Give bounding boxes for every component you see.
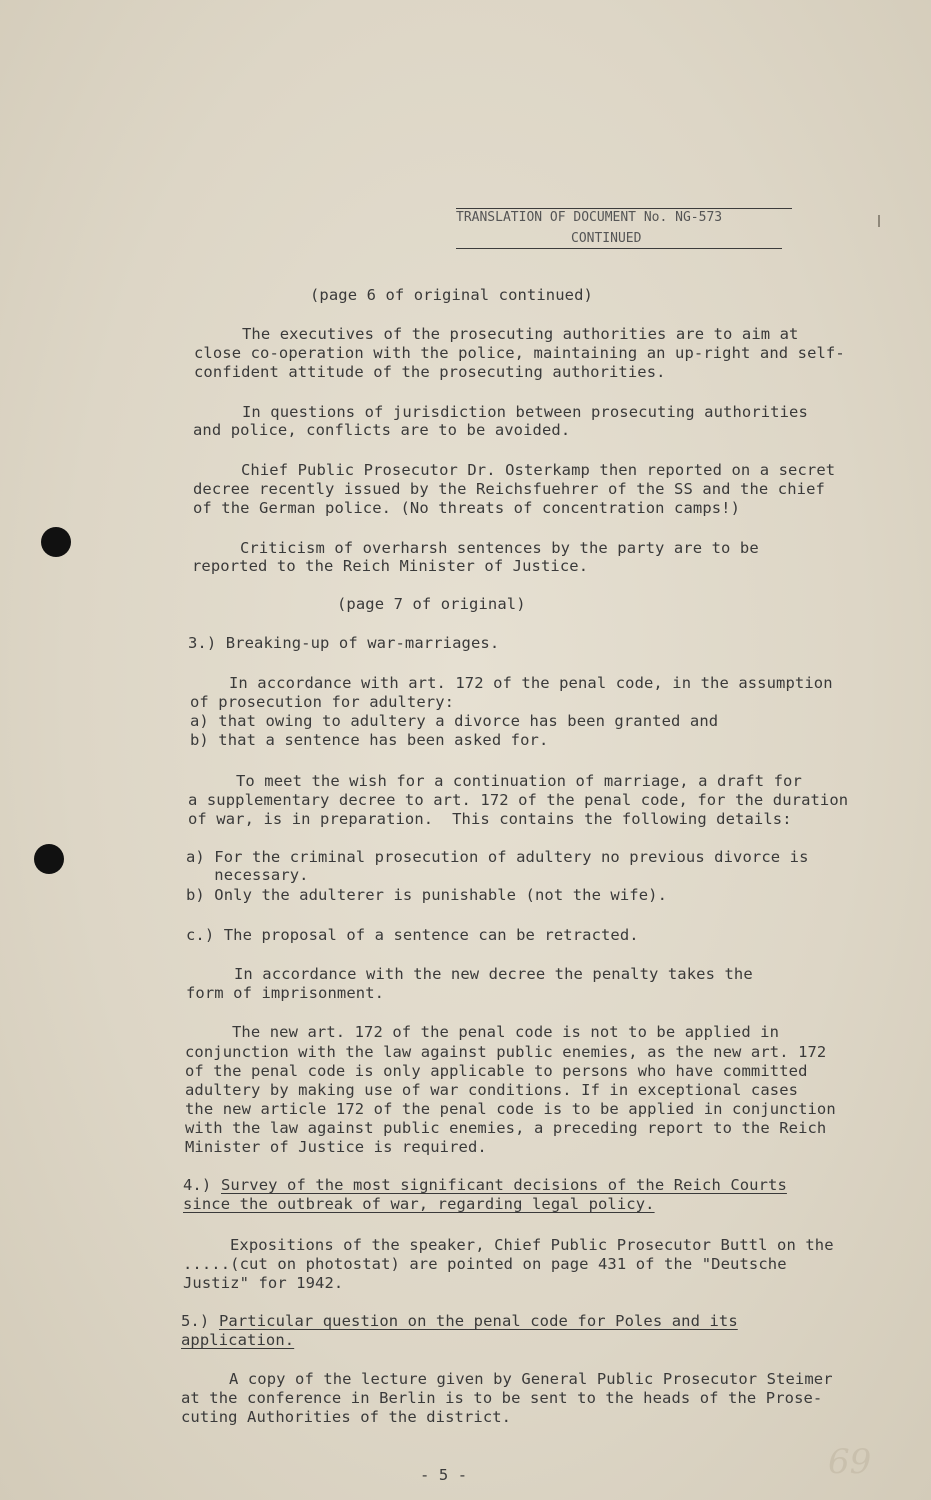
paragraph-line: a supplementary decree to art. 172 of the penal code, for the duration: [188, 791, 849, 809]
paragraph-line: and police, conflicts are to be avoided.: [193, 421, 571, 439]
paragraph-line: reported to the Reich Minister of Justice.: [192, 557, 589, 575]
margin-tick: [878, 215, 880, 227]
paragraph-line: a) that owing to adultery a divorce has been granted and: [190, 712, 719, 730]
paragraph-line: Justiz" for 1942.: [183, 1274, 344, 1292]
document-title: TRANSLATION OF DOCUMENT No. NG-573: [456, 210, 723, 225]
list-item: b) Only the adulterer is punishable (not the wife).: [186, 886, 668, 904]
section-heading: since the outbreak of war, regarding legal policy.: [183, 1195, 655, 1213]
paragraph-line: cuting Authorities of the district.: [181, 1408, 512, 1426]
paragraph-line: Chief Public Prosecutor Dr. Osterkamp then reported on a secret: [241, 461, 836, 479]
paragraph-line: Criticism of overharsh sentences by the party are to be: [240, 539, 759, 557]
punch-hole-bottom: [34, 844, 64, 874]
section-heading: application.: [181, 1331, 295, 1349]
paragraph-line: In accordance with art. 172 of the penal code, in the assumption: [229, 674, 833, 692]
paragraph-line: To meet the wish for a continuation of marriage, a draft for: [236, 772, 802, 790]
section-number: 5.): [181, 1312, 210, 1330]
paragraph-line: The executives of the prosecuting authorities are to aim at: [242, 325, 799, 343]
punch-hole-top: [41, 527, 71, 557]
paragraph-line: form of imprisonment.: [186, 984, 385, 1002]
list-item: a) For the criminal prosecution of adultery no previous divorce is: [186, 848, 809, 866]
paragraph-line: with the law against public enemies, a preceding report to the Reich: [185, 1119, 827, 1137]
paragraph-line: of war, is in preparation. This contains the following details:: [188, 810, 792, 828]
paragraph-line: In questions of jurisdiction between prosecuting authorities: [242, 403, 808, 421]
list-item: c.) The proposal of a sentence can be retracted.: [186, 926, 639, 944]
section-heading: Particular question on the penal code for Poles and its: [219, 1312, 738, 1330]
paragraph-line: Expositions of the speaker, Chief Public Prosecutor Buttl on the: [230, 1236, 834, 1254]
page-note: (page 7 of original): [337, 595, 526, 613]
document-subtitle: CONTINUED: [571, 231, 642, 246]
section-heading: 3.) Breaking-up of war-marriages.: [188, 634, 500, 652]
page-note: (page 6 of original continued): [310, 286, 593, 304]
paragraph-line: decree recently issued by the Reichsfuehrer of the SS and the chief: [193, 480, 825, 498]
paragraph-line: adultery by making use of war conditions. If in exceptional cases: [185, 1081, 799, 1099]
header-bottom-rule: [456, 248, 782, 249]
paragraph-line: A copy of the lecture given by General Public Prosecutor Steimer: [229, 1370, 833, 1388]
paragraph-line: Minister of Justice is required.: [185, 1138, 487, 1156]
paragraph-line: the new article 172 of the penal code is to be applied in conjunction: [185, 1100, 836, 1118]
paragraph-line: The new art. 172 of the penal code is not to be applied in: [232, 1023, 780, 1041]
paragraph-line: close co-operation with the police, maintaining an up-right and self-: [194, 344, 845, 362]
header-top-rule: [456, 208, 792, 209]
paragraph-line: .....(cut on photostat) are pointed on page 431 of the "Deutsche: [183, 1255, 787, 1273]
paragraph-line: at the conference in Berlin is to be sent to the heads of the Prose-: [181, 1389, 823, 1407]
paragraph-line: conjunction with the law against public enemies, as the new art. 172: [185, 1043, 827, 1061]
section-number: 4.): [183, 1176, 212, 1194]
list-item: necessary.: [186, 866, 309, 884]
paragraph-line: In accordance with the new decree the penalty takes the: [234, 965, 753, 983]
paragraph-line: b) that a sentence has been asked for.: [190, 731, 549, 749]
paragraph-line: of the penal code is only applicable to persons who have committed: [185, 1062, 808, 1080]
paragraph-line: of prosecution for adultery:: [190, 693, 455, 711]
page-number: - 5 -: [420, 1466, 468, 1484]
section-heading: Survey of the most significant decisions of the Reich Courts: [221, 1176, 787, 1194]
paragraph-line: of the German police. (No threats of concentration camps!): [193, 499, 741, 517]
archive-stamp: 69: [828, 1442, 872, 1482]
paragraph-line: confident attitude of the prosecuting authorities.: [194, 363, 666, 381]
